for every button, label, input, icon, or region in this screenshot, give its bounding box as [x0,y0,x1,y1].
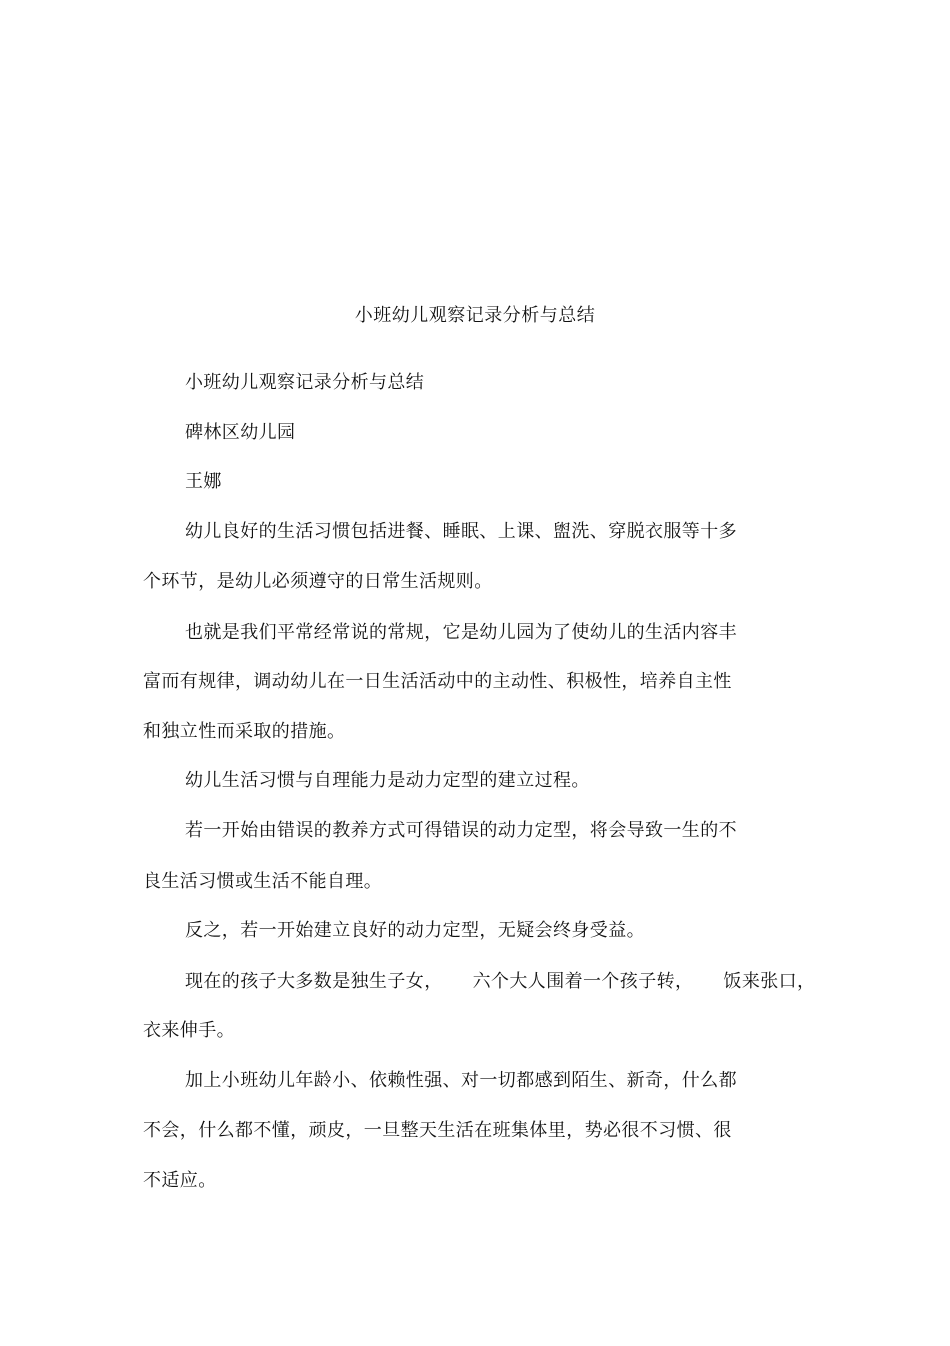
kindergarten-name: 碑林区幼儿园 [185,422,296,443]
paragraph-line: 衣来伸手。 [143,1020,235,1041]
paragraph-segment: 饭来张口， [723,971,816,992]
paragraph-line: 也就是我们平常经常说的常规，它是幼儿园为了使幼儿的生活内容丰 [185,622,737,643]
paragraph-line: 若一开始由错误的教养方式可得错误的动力定型，将会导致一生的不 [185,820,737,841]
paragraph-line: 富而有规律，调动幼儿在一日生活活动中的主动性、积极性，培养自主性 [143,671,732,692]
paragraph-line: 幼儿生活习惯与自理能力是动力定型的建立过程。 [185,770,590,791]
paragraph-line: 反之，若一开始建立良好的动力定型，无疑会终身受益。 [185,920,645,941]
subtitle-line: 小班幼儿观察记录分析与总结 [185,372,425,393]
paragraph-line: 和独立性而采取的措施。 [143,721,346,742]
paragraph-line: 幼儿良好的生活习惯包括进餐、睡眠、上课、盥洗、穿脱衣服等十多 [185,521,737,542]
paragraph-segment: 六个大人围着一个孩子转， [472,971,694,992]
paragraph-line: 加上小班幼儿年龄小、依赖性强、对一切都感到陌生、新奇，什么都 [185,1070,737,1091]
paragraph-line [185,969,815,995]
paragraph-line: 不会，什么都不懂，顽皮，一旦整天生活在班集体里，势必很不习惯、很 [143,1120,732,1141]
paragraph-segment: 现在的孩子大多数是独生子女， [185,971,443,992]
paragraph-line: 个环节，是幼儿必须遵守的日常生活规则。 [143,571,493,592]
document-title: 小班幼儿观察记录分析与总结 [354,305,596,326]
paragraph-line: 良生活习惯或生活不能自理。 [143,871,383,892]
author-name: 王娜 [185,471,222,492]
paragraph-line: 不适应。 [143,1170,217,1191]
